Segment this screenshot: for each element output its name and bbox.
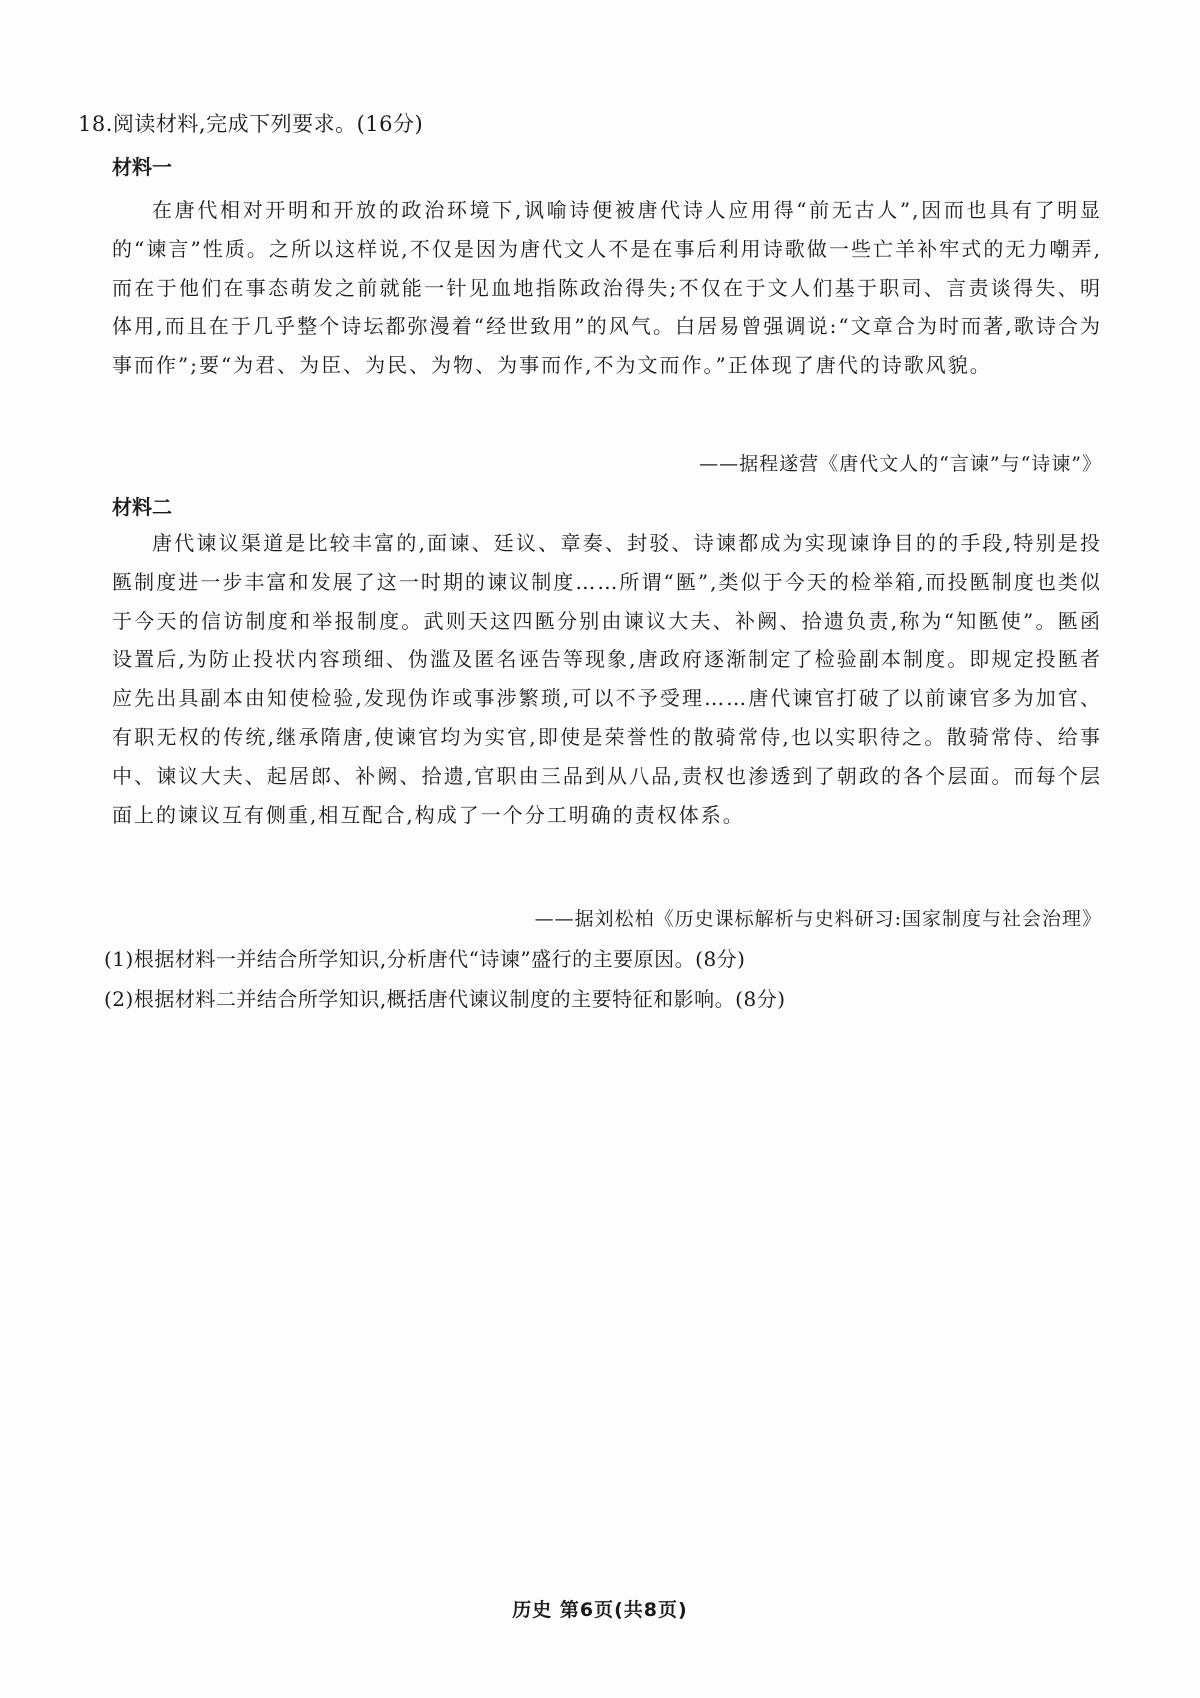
material2-body: 唐代谏议渠道是比较丰富的,面谏、廷议、章奏、封驳、诗谏都成为实现谏诤目的的手段,特别是投匦制度进一步丰富和发展了这一时期的谏议制度……所谓“匦”,类似于今天的检举箱,而投匦制度也类似于今天的信访制度和举报制度。武则天这四匦分别由谏议大夫、补阙、拾遗负责,称为“知匦使”。匦函设置后,为防止投状内容琐细、伪滥及匿名诬告等现象,唐政府逐渐制定了检验副本制度。即规定投匦者应先出具副本由知使检验,发现伪诈或事涉繁琐,可以不予受理……唐代谏官打破了以前谏官多为加官、有职无权的传统,继承隋唐,使谏官均为实官,即使是荣誉性的散骑常侍,也以实职待之。散骑常侍、给事中、谏议大夫、起居郎、补阙、拾遗,官职由三品到从八品,责权也渗透到了朝政的各个层面。而每个层面上的谏议互有侧重,相互配合,构成了一个分工明确的责权体系。 — [112, 531, 1102, 827]
material2-heading: 材料二 — [112, 495, 172, 519]
material1-body: 在唐代相对开明和开放的政治环境下,讽喻诗便被唐代诗人应用得“前无古人”,因而也具有了明显的“谏言”性质。之所以这样说,不仅是因为唐代文人不是在事后利用诗歌做一些亡羊补牢式的无力嘲弄,而在于他们在事态萌发之前就能一针见血地指陈政治得失;不仅在于文人们基于职司、言责谈得失、明体用,而且在于几乎整个诗坛都弥漫着“经世致用”的风气。白居易曾强调说:“文章合为时而著,歌诗合为事而作”;要“为君、为臣、为民、为物、为事而作,不为文而作。”正体现了唐代的诗歌风貌。 — [112, 198, 1102, 378]
material2-source: ——据刘松柏《历史课标解析与史料研习:国家制度与社会治理》 — [534, 908, 1102, 930]
question-title: 18.阅读材料,完成下列要求。(16分) — [78, 112, 424, 136]
sub-question-2: (2)根据材料二并结合所学知识,概括唐代谏议制度的主要特征和影响。(8分) — [104, 987, 786, 1011]
page-footer: 历史 第6页(共8页) — [512, 1599, 688, 1621]
sub-question-1: (1)根据材料一并结合所学知识,分析唐代“诗谏”盛行的主要原因。(8分) — [104, 947, 746, 971]
material1-source: ——据程遂营《唐代文人的“言谏”与“诗谏”》 — [699, 453, 1102, 475]
material1-heading: 材料一 — [112, 155, 172, 179]
